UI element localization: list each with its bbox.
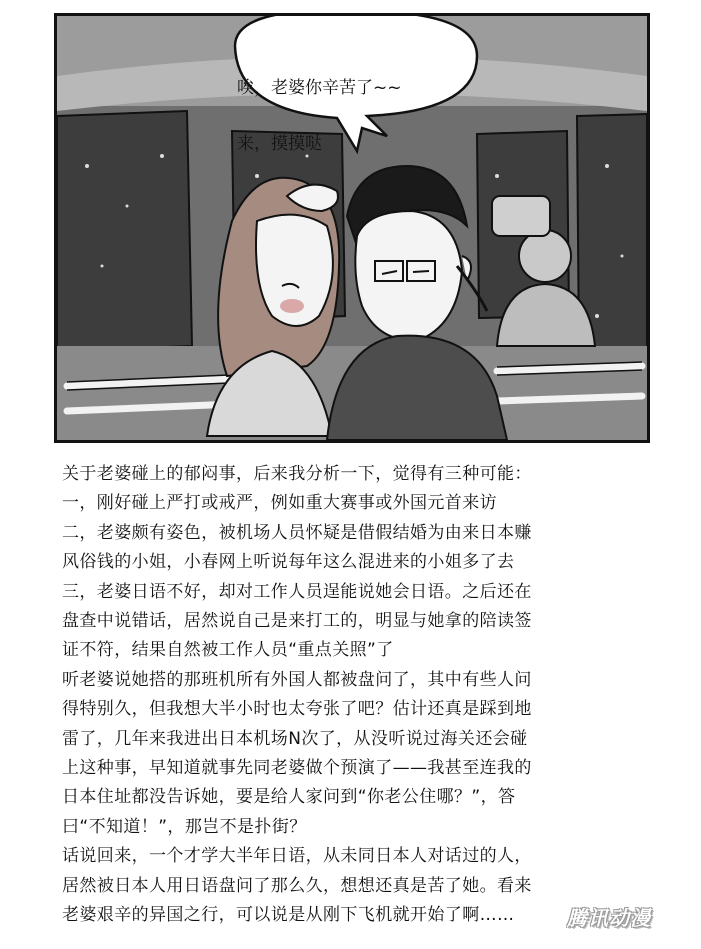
story-line: 雷了，几年来我进出日本机场N次了，从没听说过海关还会碰 — [62, 728, 528, 749]
story-line: 证不符，结果自然被工作人员“重点关照”了 — [62, 640, 394, 661]
story-line: 居然被日本人用日语盘问了那么久，想想还真是苦了她。看来 — [62, 875, 532, 896]
story-line: 日本住址都没告诉她，要是给人家问到“你老公住哪？”，答 — [62, 787, 516, 808]
story-line: 老婆艰辛的异国之行，可以说是从刚下飞机就开始了啊…… — [62, 905, 515, 926]
comic-panel — [54, 13, 650, 443]
watermark-logo: 腾讯动漫 — [567, 906, 651, 930]
story-line: 得特别久，但我想大半小时也太夸张了吧？估计还真是踩到地 — [62, 699, 532, 720]
story-line: 一，刚好碰上严打或戒严，例如重大赛事或外国元首来访 — [62, 493, 497, 514]
speech-line-2: 来，摸摸哒 — [237, 134, 322, 154]
story-line: 关于老婆碰上的郁闷事，后来我分析一下，觉得有三种可能： — [62, 464, 532, 484]
story-text — [62, 460, 672, 931]
speech-line-1: 唉，老婆你辛苦了~~ — [237, 78, 402, 98]
story-line: 风俗钱的小姐，小春网上听说每年这么混进来的小姐多了去 — [62, 552, 515, 573]
story-line: 听老婆说她搭的那班机所有外国人都被盘问了，其中有些人问 — [62, 669, 532, 690]
story-line: 二，老婆颇有姿色，被机场人员怀疑是借假结婚为由来日本赚 — [62, 522, 532, 543]
story-line: 上这种事，早知道就事先同老婆做个预演了——我甚至连我的 — [62, 758, 532, 779]
story-line: 盘查中说错话，居然说自己是来打工的，明显与她拿的陪读签 — [62, 611, 532, 632]
speech-bubble — [237, 46, 457, 186]
story-line: 三，老婆日语不好，却对工作人员逞能说她会日语。之后还在 — [62, 581, 532, 602]
story-line: 曰“不知道！”，那岂不是扑街？ — [62, 816, 307, 837]
story-line: 话说回来，一个才学大半年日语，从未同日本人对话过的人， — [62, 846, 532, 867]
